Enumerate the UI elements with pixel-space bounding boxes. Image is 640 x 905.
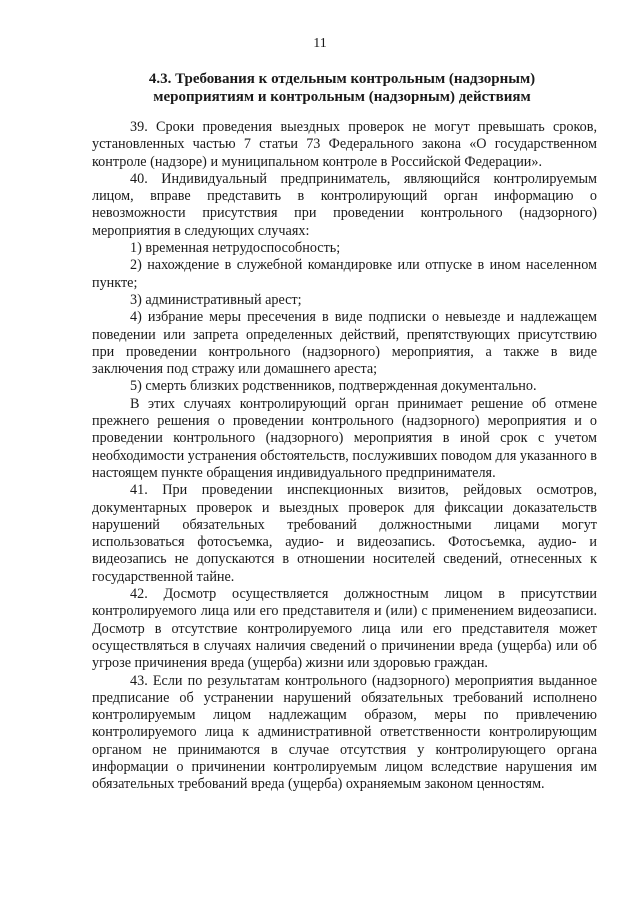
section-heading bbox=[92, 70, 592, 106]
list-item-2: 2) нахождение в служебной командировке или отпуске в ином населенном пункте; bbox=[92, 257, 597, 291]
document-body bbox=[92, 119, 597, 794]
paragraph-42: 42. Досмотр осуществляется должностным лицом в присутствии контролируемого лица или его представителя и (или) с применением видеозаписи. Досмотр в отсутствие контролируемого лица или его представителя может осуществляться в случаях наличия сведений о причинении вреда (ущерба) или об угрозе причинения вреда (ущерба) жизни или здоровью граждан. bbox=[92, 586, 597, 672]
list-item-3: 3) административный арест; bbox=[130, 291, 302, 308]
list-item-4: 4) избрание меры пресечения в виде подписки о невыезде и надлежащем поведении или запрета определенных действий, препятствующих присутствию при проведении контрольного (надзорного) мероприятия, а также в виде заключения под стражу или домашнего ареста; bbox=[92, 309, 597, 378]
paragraph-40: 40. Индивидуальный предприниматель, являющийся контролируемым лицом, вправе представить в контролирующий орган информацию о невозможности присутствия при проведении контрольного (надзорного) мероприятия в следующих случаях: bbox=[92, 170, 597, 239]
paragraph-40-continuation: В этих случаях контролирующий орган принимает решение об отмене прежнего решения о проведении контрольного (надзорного) мероприятия и о проведении контрольного (надзорного) мероприятия в иной срок с учетом необходимости устранения обстоятельств, послуживших поводом для указанного в настоящем пункте обращения индивидуального предпринимателя. bbox=[92, 395, 597, 481]
list-item-5: 5) смерть близких родственников, подтвержденная документально. bbox=[130, 378, 537, 395]
section-heading-line-1: 4.3. Требования к отдельным контрольным (надзорным) bbox=[148, 71, 536, 87]
page-number: 11 bbox=[313, 36, 327, 51]
paragraph-39: 39. Сроки проведения выездных проверок не могут превышать сроков, установленных частью 7 статьи 73 Федерального закона «О государственном контроле (надзоре) и муниципальном контроле в Российской Федерации». bbox=[92, 119, 597, 170]
paragraph-41: 41. При проведении инспекционных визитов, рейдовых осмотров, документарных проверок и выездных проверок для фиксации доказательств нарушений обязательных требований должностными лицами могут использоваться фотосъемка, аудио- и видеозапись. Фотосъемка, аудио- и видеозапись не допускаются в отношении носителей сведений, отнесенных к государственной тайне. bbox=[92, 482, 597, 585]
list-item-1: 1) временная нетрудоспособность; bbox=[130, 240, 341, 257]
section-heading-line-2: мероприятиям и контрольным (надзорным) действиям bbox=[153, 89, 531, 105]
paragraph-43: 43. Если по результатам контрольного (надзорного) мероприятия выданное предписание об устранении нарушений обязательных требований исполнено контролируемым лицом надлежащим образом, меры по привлечению контролируемого лица к административной ответственности контролирующим органом не принимаются в случае отсутствия у контролирующего органа информации о причинении контролируемым лицом вследствие нарушения им обязательных требований вреда (ущерба) охраняемым законом ценностям. bbox=[92, 672, 597, 793]
